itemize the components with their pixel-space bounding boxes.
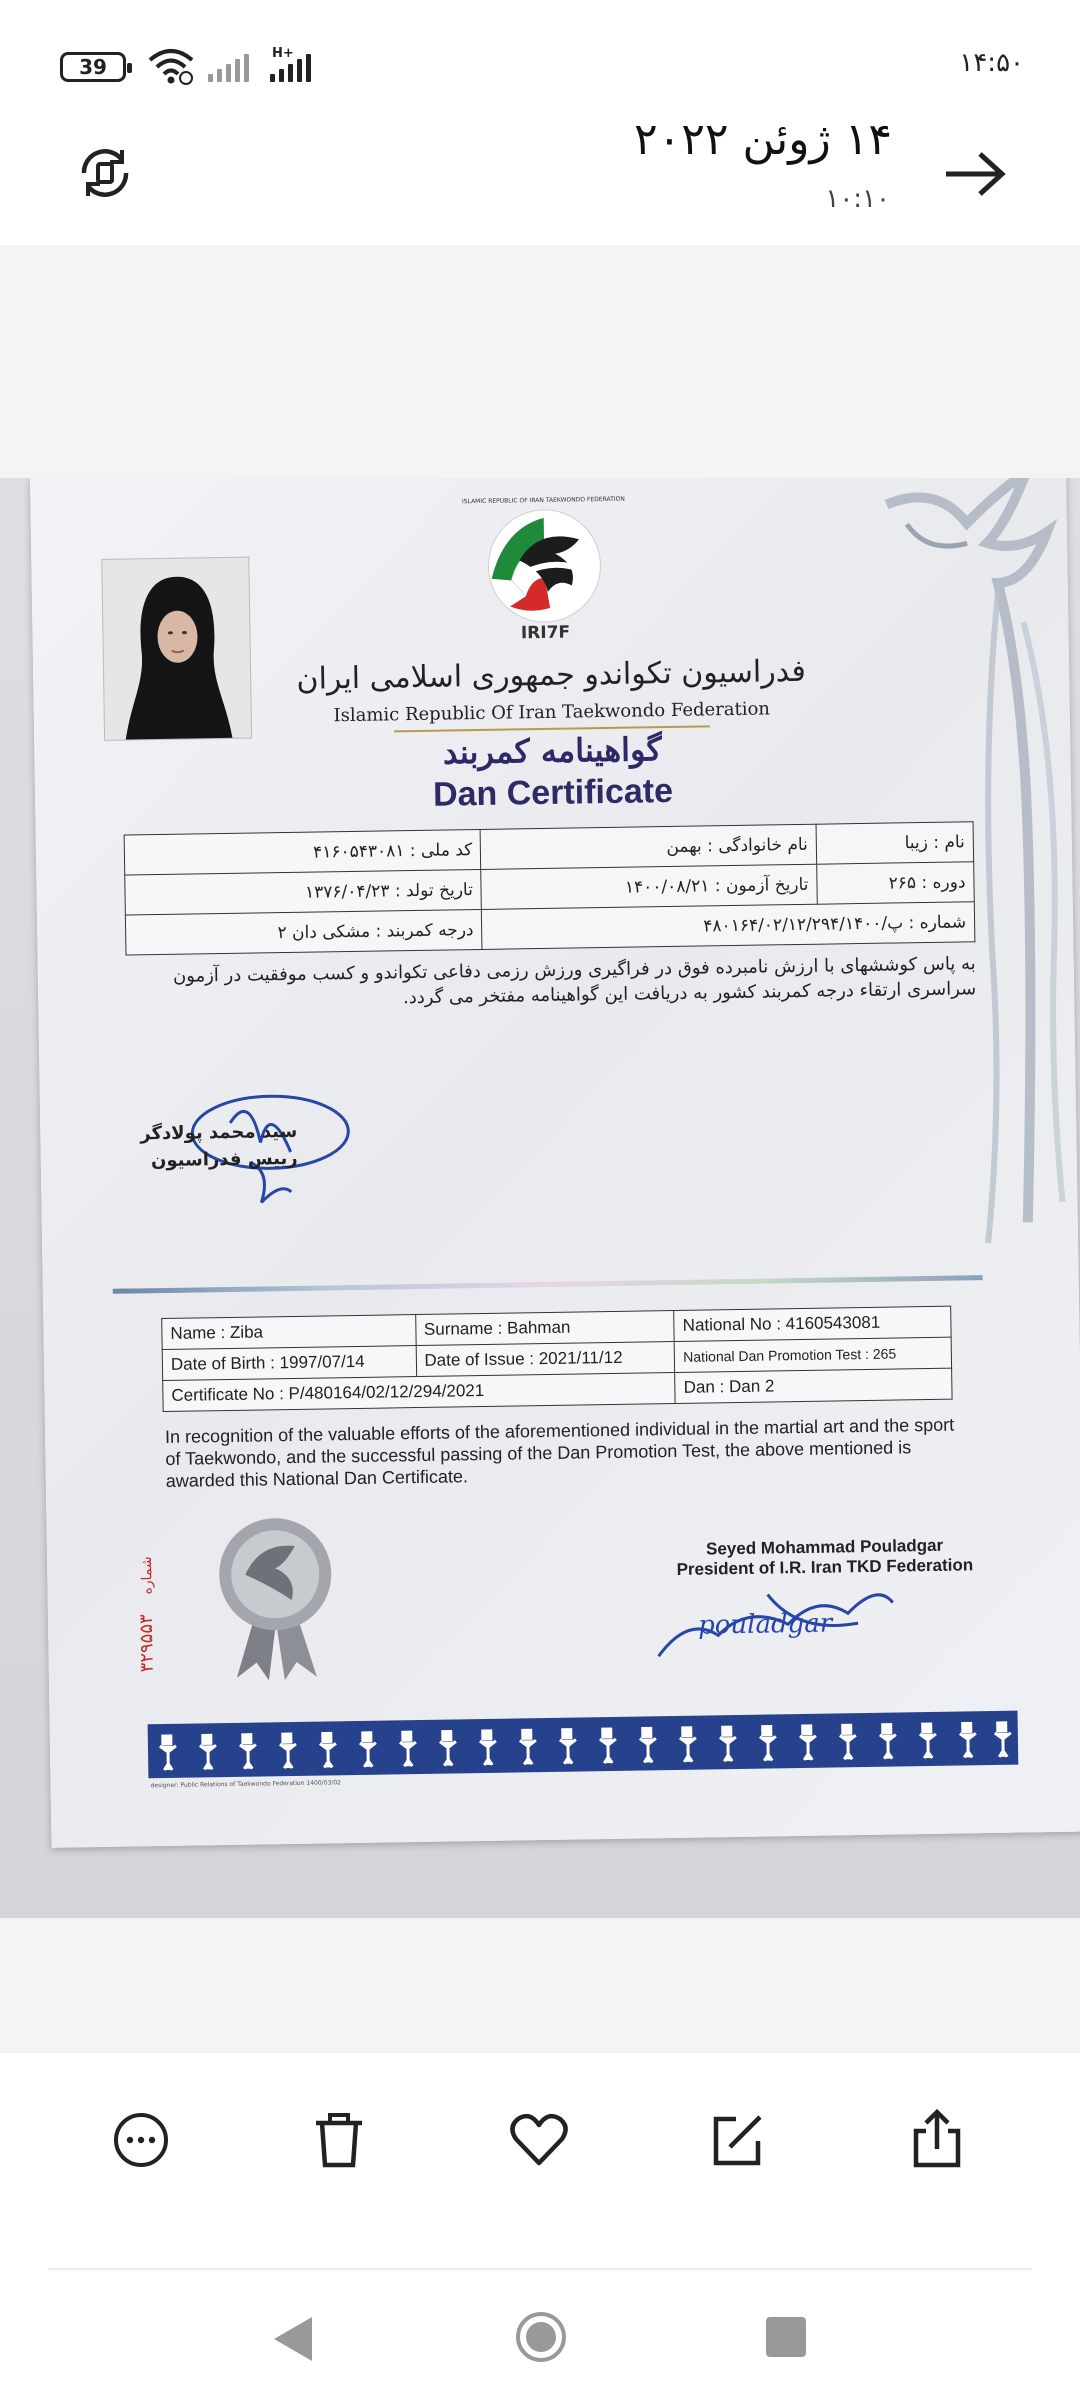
embossed-seal xyxy=(204,1511,347,1683)
signature-en xyxy=(647,1573,898,1667)
wifi-icon xyxy=(146,46,196,86)
signatory-title-en: President of I.R. Iran TKD Federation xyxy=(676,1555,974,1579)
en-name: Name : Ziba xyxy=(162,1315,416,1350)
signal-icon xyxy=(270,50,311,82)
photo-viewer[interactable] xyxy=(0,245,1080,2053)
serial-prefix: شماره xyxy=(138,1556,156,1595)
signatory-name-fa: سید محمد پولادگر xyxy=(140,1120,298,1145)
signatory-name-en: Seyed Mohammad Pouladgar xyxy=(705,1535,944,1559)
fa-exam-date: تاریخ آزمون : ۱۴۰۰/۰۸/۲۱ xyxy=(481,864,817,909)
nav-back-icon[interactable] xyxy=(268,2313,316,2365)
en-dob: Date of Birth : 1997/07/14 xyxy=(162,1346,416,1381)
signature-text: pouladgar xyxy=(697,1608,833,1641)
en-surname: Surname : Bahman xyxy=(415,1310,674,1345)
federation-name-en: Islamic Republic Of Iran Taekwondo Federation xyxy=(333,698,771,727)
nav-recents-icon[interactable] xyxy=(766,2317,806,2357)
share-icon[interactable] xyxy=(902,2105,972,2175)
certificate-title-en: Dan Certificate xyxy=(432,771,674,814)
nav-home-icon[interactable] xyxy=(515,2311,567,2363)
en-national-no: National No : 4160543081 xyxy=(674,1306,951,1341)
rotate-icon[interactable] xyxy=(72,140,138,206)
fa-national-code: کد ملی : ۴۱۶۰۵۴۳۰۸۱ xyxy=(124,829,481,875)
fa-surname: نام خانوادگی : بهمن xyxy=(480,824,816,869)
status-bar xyxy=(0,0,1080,100)
fa-name: نام : زیبا xyxy=(816,822,974,864)
holographic-strip xyxy=(113,1275,983,1294)
signatory-fa xyxy=(140,1118,298,1174)
footer-note: designer: Public Relations of Taekwondo Federation 1400/03/02 xyxy=(150,1779,342,1790)
certificate-title-fa: گواهینامه کمربند xyxy=(442,730,663,772)
status-time: ۱۴:۵۰ xyxy=(959,48,1024,78)
divider xyxy=(48,2268,1032,2270)
action-toolbar xyxy=(0,2053,1080,2273)
en-dan: Dan : Dan 2 xyxy=(675,1368,952,1403)
favorite-icon[interactable] xyxy=(504,2105,574,2175)
viewer-header xyxy=(0,100,1080,245)
serial-stamp xyxy=(127,1536,169,1677)
signal-icon xyxy=(208,50,249,82)
fa-belt: درجه کمربند : مشکی دان ۲ xyxy=(125,909,482,955)
martial-arts-band xyxy=(148,1711,1019,1779)
back-arrow-icon[interactable] xyxy=(942,144,1008,204)
federation-name-fa: فدراسیون تکواندو جمهوری اسلامی ایران xyxy=(296,653,807,697)
persian-details-table xyxy=(124,821,976,955)
federation-logo xyxy=(458,487,631,660)
en-issue: Date of Issue : 2021/11/12 xyxy=(416,1341,675,1376)
figures-pattern xyxy=(148,1711,1019,1779)
photo-date: ۱۴ ژوئن ۲۰۲۲ xyxy=(633,114,892,165)
signatory-title-fa: رییس فدراسیون xyxy=(150,1147,298,1172)
fa-number: شماره : پ/۴۸۰۱۶۴/۰۲/۱۲/۲۹۴/۱۴۰۰ xyxy=(482,902,975,950)
fa-course: دوره : ۲۶۵ xyxy=(817,862,975,904)
en-certificate-no: Certificate No : P/480164/02/12/294/2021 xyxy=(163,1372,676,1411)
battery-icon: 39 xyxy=(60,52,126,82)
photo-time: ۱۰:۱۰ xyxy=(825,184,890,214)
english-paragraph: In recognition of the valuable efforts of the aforementioned individual in the martial art and the sport of Taekwondo, and the successful passing of the Dan Promotion Test, the above mentioned is awarded this National Dan Certificate. xyxy=(164,1414,955,1491)
en-promotion-test: National Dan Promotion Test : 265 xyxy=(674,1337,951,1372)
edit-icon[interactable] xyxy=(702,2105,772,2175)
english-details-table xyxy=(161,1306,952,1412)
delete-icon[interactable] xyxy=(304,2105,374,2175)
more-icon[interactable] xyxy=(106,2105,176,2175)
network-type: H+ xyxy=(272,46,294,61)
persian-paragraph: به پاس کوششهای با ارزش نامبرده فوق در فراگیری ورزش رزمی دفاعی تکواندو و کسب موفقیت در آزمون سراسری ارتقاء درجه کمربند کشور به دریافت این گواهینامه مفتخر می گردد. xyxy=(172,953,977,1009)
photo[interactable] xyxy=(0,478,1080,1918)
fa-birth-date: تاریخ تولد : ۱۳۷۶/۰۴/۲۳ xyxy=(125,869,482,915)
serial-number: ۳۲۹۵۵۳ xyxy=(135,1614,158,1673)
system-nav-bar xyxy=(0,2273,1080,2400)
logo-ring-text: ISLAMIC REPUBLIC OF IRAN TAEKWONDO FEDERATION xyxy=(461,495,625,506)
logo-mark: IRI7F xyxy=(520,622,571,644)
certificate xyxy=(30,478,1080,1848)
